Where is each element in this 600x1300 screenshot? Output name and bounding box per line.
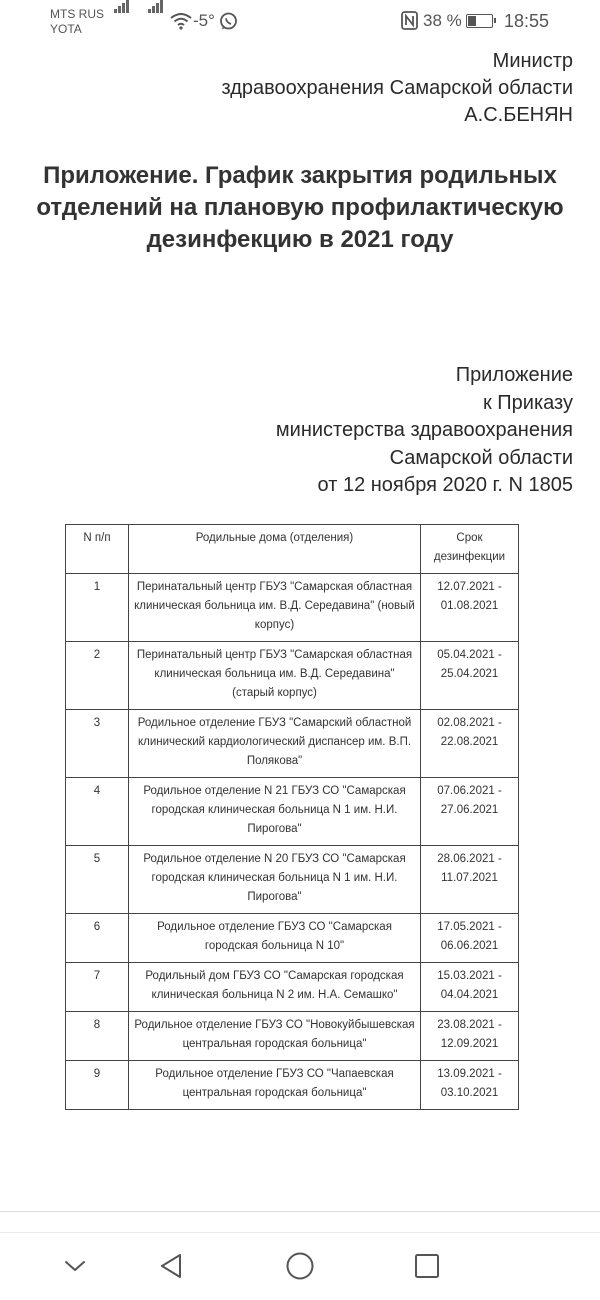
row-period: 02.08.2021 - 22.08.2021: [421, 710, 519, 778]
minister-signature-block: [221, 48, 573, 129]
minister-line: Министр: [492, 50, 573, 72]
appendix-line: министерства здравоохранения: [275, 419, 573, 441]
row-number: 7: [66, 963, 129, 1012]
minister-line: А.С.БЕНЯН: [464, 104, 573, 126]
header-disinfection-period: Срок дезинфекции: [421, 525, 519, 574]
row-institution: Родильное отделение ГБУЗ "Самарский областной клинический кардиологический диспансер им. В.П. Полякова": [129, 710, 421, 778]
table-row: [66, 1061, 519, 1110]
row-number: 3: [66, 710, 129, 778]
row-number: 5: [66, 846, 129, 914]
row-period: 05.04.2021 - 25.04.2021: [421, 642, 519, 710]
row-period: 13.09.2021 - 03.10.2021: [421, 1061, 519, 1110]
appendix-line: Самарской области: [389, 446, 573, 469]
row-period: 07.06.2021 - 27.06.2021: [421, 778, 519, 846]
appendix-line: к Приказу: [482, 391, 573, 414]
nav-home-button[interactable]: [283, 1249, 317, 1283]
table-header-row: [66, 525, 519, 574]
table-row: [66, 846, 519, 914]
table-row: [66, 574, 519, 642]
disinfection-schedule-table: [65, 524, 519, 1110]
recents-icon: [414, 1253, 440, 1279]
carrier-line-1: MTS RUS: [50, 7, 104, 21]
table-row: [66, 710, 519, 778]
temperature-label: -5°: [193, 11, 215, 30]
row-number: 8: [66, 1012, 129, 1061]
table-row: [66, 778, 519, 846]
row-period: 17.05.2021 - 06.06.2021: [421, 914, 519, 963]
row-period: 12.07.2021 - 01.08.2021: [421, 574, 519, 642]
appendix-line: Приложение: [455, 364, 573, 386]
battery-level-fill: [468, 16, 476, 26]
row-institution: Родильный дом ГБУЗ СО "Самарская городская клиническая больница N 2 им. Н.А. Семашко": [129, 963, 421, 1012]
row-number: 9: [66, 1061, 129, 1110]
battery-percent: 38 %: [423, 11, 462, 30]
minister-line: здравоохранения Самарской области: [221, 77, 573, 99]
row-number: 1: [66, 574, 129, 642]
nav-hide-button[interactable]: [58, 1249, 92, 1283]
appendix-reference: [276, 362, 573, 500]
divider: [0, 1211, 600, 1212]
table-row: [66, 963, 519, 1012]
row-institution: Родильное отделение N 21 ГБУЗ СО "Самарская городская клиническая больница N 1 им. Н.И. Пирогова": [129, 778, 421, 846]
table-row: [66, 1012, 519, 1061]
row-institution: Родильное отделение ГБУЗ СО "Чапаевская центральная городская больница": [129, 1061, 421, 1110]
table-row: [66, 914, 519, 963]
row-institution: Перинатальный центр ГБУЗ "Самарская областная клиническая больница им. В.Д. Середавина" (старый корпус): [129, 642, 421, 710]
nfc-icon: [401, 11, 418, 30]
home-icon: [285, 1251, 315, 1281]
document-title: Приложение. График закрытия родильных отделений на плановую профилактическую дезинфекцию в 2021 году: [36, 162, 564, 253]
row-institution: Родильное отделение ГБУЗ СО "Самарская городская больница N 10": [129, 914, 421, 963]
nav-back-button[interactable]: [154, 1249, 188, 1283]
row-period: 23.08.2021 - 12.09.2021: [421, 1012, 519, 1061]
row-institution: Родильное отделение ГБУЗ СО "Новокуйбышевская центральная городская больница": [129, 1012, 421, 1061]
chevron-down-icon: [63, 1258, 87, 1274]
battery-icon: [466, 14, 493, 28]
clock: 18:55: [504, 11, 550, 31]
row-period: 28.06.2021 - 11.07.2021: [421, 846, 519, 914]
row-institution: Перинатальный центр ГБУЗ "Самарская областная клиническая больница им. В.Д. Середавина" (новый корпус): [129, 574, 421, 642]
carrier-label: [50, 7, 104, 37]
back-icon: [158, 1252, 184, 1280]
status-bar: [0, 0, 600, 44]
row-number: 4: [66, 778, 129, 846]
row-institution: Родильное отделение N 20 ГБУЗ СО "Самарская городская клиническая больница N 1 им. Н.И. Пирогова": [129, 846, 421, 914]
navigation-bar: [0, 1232, 600, 1300]
appendix-line: от 12 ноября 2020 г. N 1805: [317, 474, 573, 496]
row-number: 6: [66, 914, 129, 963]
table-row: [66, 642, 519, 710]
nav-recents-button[interactable]: [410, 1249, 444, 1283]
whatsapp-icon: [219, 12, 238, 31]
carrier-line-2: YOTA: [50, 22, 82, 36]
row-period: 15.03.2021 - 04.04.2021: [421, 963, 519, 1012]
row-number: 2: [66, 642, 129, 710]
wifi-icon: [170, 12, 192, 30]
header-number: N п/п: [66, 525, 129, 574]
header-maternity-homes: Родильные дома (отделения): [129, 525, 421, 574]
